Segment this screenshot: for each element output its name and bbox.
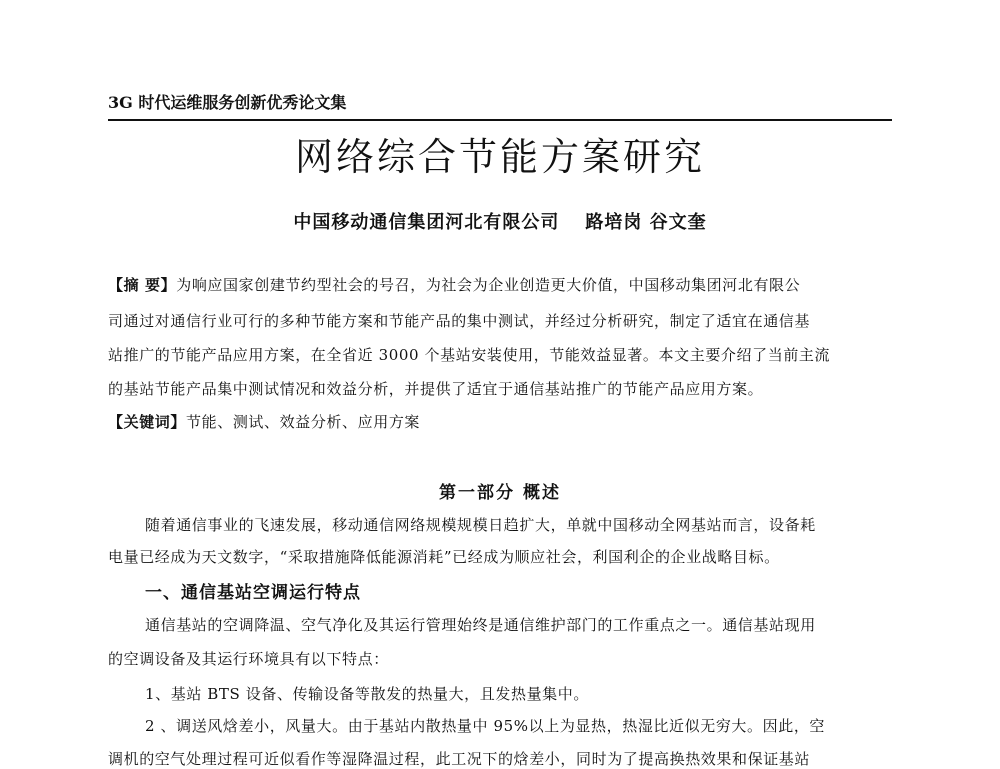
abstract-text: 为响应国家创建节约型社会的号召，为社会为企业创造更大价值，中国移动集团河北有限公	[176, 276, 801, 294]
abstract-label: 【摘 要】	[108, 276, 177, 294]
keywords-line	[108, 411, 420, 432]
section-heading: 第一部分 概述	[439, 483, 561, 503]
abstract-line	[108, 274, 800, 295]
collection-header: 3G 时代运维服务创新优秀论文集	[108, 93, 347, 112]
sub-heading: 一、通信基站空调运行特点	[145, 583, 361, 603]
paragraph-line: 调机的空气处理过程可近似看作等湿降温过程，此工况下的焓差小，同时为了提高换热效果和保证基站	[108, 750, 811, 768]
author-line	[0, 208, 1000, 234]
abstract-line: 司通过对通信行业可行的多种节能方案和节能产品的集中测试，并经过分析研究，制定了适宜在通信基	[108, 312, 811, 330]
paragraph-line: 的空调设备及其运行环境具有以下特点：	[108, 650, 389, 668]
list-item: 1、基站 BTS 设备、传输设备等散发的热量大，且发热量集中。	[145, 685, 589, 703]
paper-title: 网络综合节能方案研究	[294, 135, 705, 179]
abstract-line: 站推广的节能产品应用方案，在全省近 3000 个基站安装使用，节能效益显著。本文主要介绍了当前主流	[108, 346, 831, 364]
paragraph-line: 电量已经成为天文数字，“采取措施降低能源消耗”已经成为顺应社会，利国利企的企业战略目标。	[108, 548, 780, 566]
list-item: 2 、调送风焓差小，风量大。由于基站内散热量中 95%以上为显热，热湿比近似无穷大。因此，空	[145, 717, 826, 735]
paragraph-line: 随着通信事业的飞速发展，移动通信网络规模规模日趋扩大，单就中国移动全网基站而言，设备耗	[145, 516, 816, 534]
abstract-line: 的基站节能产品集中测试情况和效益分析，并提供了适宜于通信基站推广的节能产品应用方案。	[108, 380, 764, 398]
header-rule	[108, 119, 892, 121]
keywords-label: 【关键词】	[108, 413, 187, 431]
author-organization: 中国移动通信集团河北有限公司	[293, 212, 560, 233]
author-names: 路培岗 谷文奎	[585, 212, 707, 233]
paragraph-line: 通信基站的空调降温、空气净化及其运行管理始终是通信维护部门的工作重点之一。通信基站现用	[145, 616, 816, 634]
keywords-text: 节能、测试、效益分析、应用方案	[186, 413, 421, 431]
